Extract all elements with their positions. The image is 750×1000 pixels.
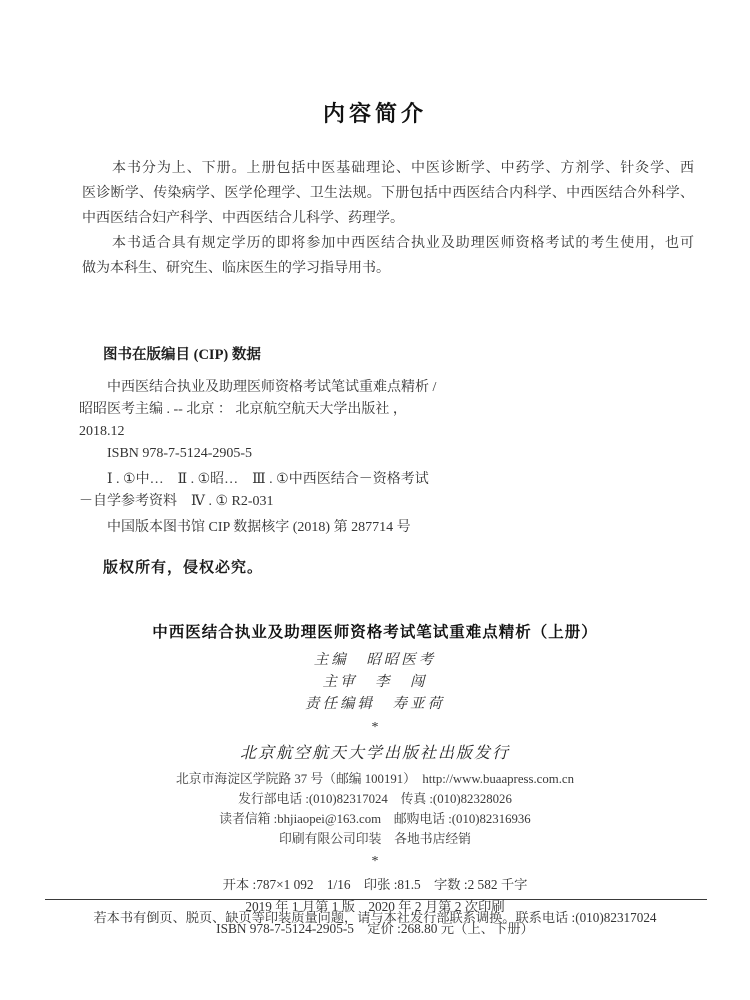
footer-divider — [45, 899, 707, 900]
intro-para2-line2: 做为本科生、研究生、临床医生的学习指导用书。 — [82, 261, 390, 276]
cip-title-line: 中西医结合执业及助理医师资格考试笔试重难点精析 / — [107, 380, 437, 395]
printing-distribution-line: 印刷有限公司印装 各地书店经销 — [279, 832, 471, 846]
intro-para1-line3: 中西医结合妇产科学、中西医结合儿科学、药理学。 — [82, 211, 404, 226]
intro-paragraphs — [82, 156, 694, 281]
cip-year-line: 2018.12 — [79, 424, 125, 439]
star-separator-2: * — [371, 854, 379, 869]
isbn-price-line: ISBN 978-7-5124-2905-5 定价 :268.80 元（上、下册） — [216, 921, 534, 936]
colophon — [0, 620, 750, 940]
credit-managing-editor: 责任编辑 寿亚荷 — [305, 696, 445, 712]
credit-editor: 主编 昭昭医考 — [313, 652, 437, 668]
star-separator-1: * — [371, 720, 379, 735]
publisher-address-line: 北京市海淀区学院路 37 号（邮编 100191） http://www.buaapress.com.cn — [176, 772, 574, 786]
footer-quality-note: 若本书有倒页、脱页、缺页等印装质量问题，请与本社发行部联系调换。联系电话 :(010)82317024 — [93, 910, 657, 925]
publisher-phone-line: 发行部电话 :(010)82317024 传真 :(010)82328026 — [238, 792, 512, 806]
edition-line: 2019 年 1 月第 1 版 2020 年 2 月第 2 次印刷 — [245, 899, 505, 914]
intro-para2-line1: 本书适合具有规定学历的即将参加中西医结合执业及助理医师资格考试的考生使用，也可 — [112, 236, 694, 251]
cip-record-line: 中国版本图书馆 CIP 数据核字 (2018) 第 287714 号 — [107, 520, 411, 535]
cip-class-line2: －自学参考资料 Ⅳ . ① R2-031 — [79, 494, 274, 509]
intro-para1-line2: 医诊断学、传染病学、医学伦理学、卫生法规。下册包括中西医结合内科学、中西医结合外科学、 — [82, 186, 694, 201]
section-title: 内容简介 — [322, 101, 427, 126]
format-line: 开本 :787×1 092 1/16 印张 :81.5 字数 :2 582 千字 — [222, 877, 528, 892]
cip-isbn-line: ISBN 978-7-5124-2905-5 — [107, 446, 253, 461]
intro-para1-line1: 本书分为上、下册。上册包括中医基础理论、中医诊断学、中药学、方剂学、针灸学、西 — [112, 161, 694, 176]
copyright-notice: 版权所有，侵权必究。 — [103, 560, 264, 576]
cip-heading: 图书在版编目 (CIP) 数据 — [103, 347, 261, 363]
cip-author-line: 昭昭医考主编 . -- 北京 ： 北京航空航天大学出版社 ， — [79, 402, 407, 417]
credit-reviewer: 主审 李 闯 — [322, 674, 428, 690]
cip-class-line1: Ⅰ . ①中… Ⅱ . ①昭… Ⅲ . ①中西医结合－资格考试 — [107, 472, 429, 487]
publisher-email-line: 读者信箱 :bhjiaopei@163.com 邮购电话 :(010)82316936 — [219, 812, 531, 826]
publisher-line: 北京航空航天大学出版社出版发行 — [239, 745, 510, 762]
book-title: 中西医结合执业及助理医师资格考试笔试重难点精析（上册） — [152, 624, 598, 641]
cip-block — [79, 344, 639, 539]
